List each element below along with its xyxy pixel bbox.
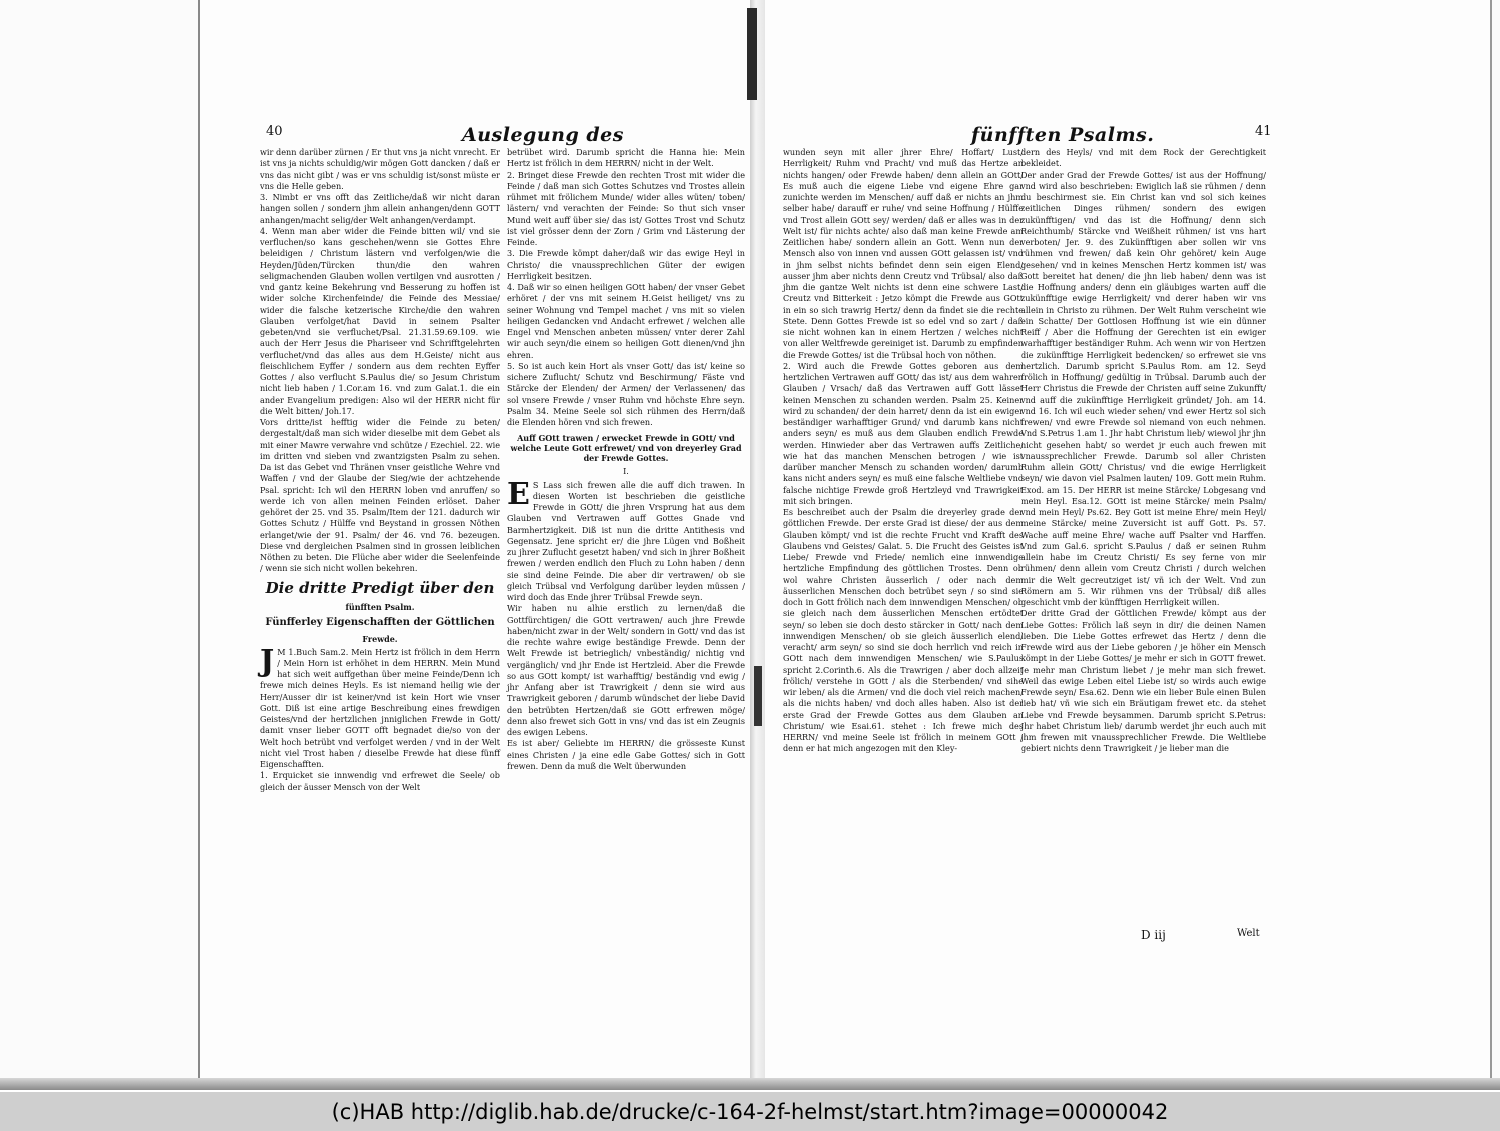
paragraph: wir denn darüber zürnen / Er thut vns ja nicht vnrecht. Er ist vns ja nichts schuldig/wir mögen Gott dancken / daß er vns das nicht gibt / was er vns schuldig ist/sonst müste er vns die Helle geben. (260, 147, 500, 191)
right-page-column-1 (783, 147, 1023, 755)
running-title-right: fünfften Psalms. (971, 124, 1155, 146)
section-subheading: Frewde. (362, 633, 398, 644)
paragraph: 3. Nimbt er vns offt das Zeitliche/daß wir nicht daran hangen sollen / sondern jhm allein anhangen/denn GOTT anhangen/macht selig/der Welt anhangen/verdampt. (260, 192, 500, 225)
paragraph: Wir haben nu alhie erstlich zu lernen/daß die Gottfürchtigen/ die GOtt vertrawen/ auch jhre Frewde haben/nicht zwar in der Welt/ sondern in Gott/ vnd das ist die rechte wahre ewige beständige Frewde. Denn der Welt Frewde ist betrieglich/ vnbeständig/ nichtig vnd vergänglich/ vnd jhr Ende ist Hertzleid. Aber die Frewde so aus GOtt kompt/ ist warhafftig/ beständig vnd ewig / jhr Anfang aber ist Trawrigkeit / denn sie wird aus Trawrigkeit geboren / darumb wündschet der liebe David den betrübten Hertzen/daß sie GOtt erfrewen möge/ denn also frewet sich Gott in vns/ vnd das ist ein Zeugnis des ewigen Lebens. (507, 603, 745, 737)
drop-cap: E (507, 476, 530, 512)
right-page (765, 0, 1492, 1082)
paragraph: 2. Wird auch die Frewde Gottes geboren aus dem hertzlichen Vertrawen auff GOtt/ das ist/ aus dem wahren Glauben / Vrsach/ daß das Vertrawen auff Gott lässet keinen Menschen zu schanden werden. Psalm 25. Keiner wird zu schanden/ der dein harret/ denn da ist ein ewiger beständiger warhafftiger Grund/ vnd darumb kans nicht anders seyn/ es muß aus dem Glauben endlich Frewde werden. Hinwieder aber das Vertrawen auffs Zeitliche/ wie hat das manchen Menschen betrogen / wie ist darüber mancher Mensch zu schanden worden/ darumb kans nicht anders seyn/ es muß eine falsche Weltliebe vnd falsche nichtige Frewde groß Hertzleyd vnd Trawrigkeit mit sich bringen. (783, 360, 1023, 506)
paragraph: Vors dritte/ist hefftig wider die Feinde zu beten/ dergestalt/daß man sich wider dieselbe mit dem Gebet als mit einer Mawre verwahre vnd schütze / Ezechiel. 22. wie im dritten vnd sieben vnd zwantzigsten Psalm zu sehen. Da ist das Gebet vnd Thränen vnser geistliche Wehre vnd Waffen / vnd der Glaube der Sieg/wie der achtzehende Psal. spricht: Ich wil den HERRN loben vnd anruffen/ so werde ich von allen meinen Feinden erlöset. Daher gehöret der 25. vnd 35. Psalm/Item der 121. dadurch wir Gottes Schutz / Hülffe vnd Beystand in grossen Nöthen erlanget/wie der 91. Psalm/ der 46. vnd 76. bezeugen. Diese vnd dergleichen Psalmen sind in grossen leiblichen Nöthen zu beten. Die Flüche aber wider die Seelenfeinde / wenn sie sich nicht wollen bekehren. (260, 417, 500, 574)
left-page-column-2 (507, 147, 745, 772)
paragraph: 2. Bringet diese Frewde den rechten Trost mit wider die Feinde / daß man sich Gottes Schutzes vnd Trostes allein rühmet mit frölichem Munde/ wider alles wüten/ toben/ lästern/ vnd verachten der Feinde: So thut sich vnser Mund weit auff über sie/ das ist/ Gottes Trost vnd Schutz ist viel grösser denn der Zorn / Grim vnd Lästerung der Feinde. (507, 169, 745, 247)
scan-clip-bottom (754, 666, 762, 726)
paragraph: Es ist aber/ Geliebte im HERRN/ die grösseste Kunst eines Christen / ja eine edle Gabe Gottes/ sich in Gott frewen. Denn da muß die Welt überwunden (507, 738, 745, 771)
paragraph: 1. Erquicket sie innwendig vnd erfrewet die Seele/ ob gleich der äusser Mensch von der Welt (260, 770, 500, 792)
signature-mark: D iij (1141, 928, 1166, 942)
scan-bottom-edge (0, 1078, 1500, 1090)
paragraph: 4. Daß wir so einen heiligen GOtt haben/ der vnser Gebet erhöret / der vns mit seinem H.Geist heiliget/ vns zu seiner Wohnung vnd Tempel machet / vns mit so vielen heiligen Gedancken vnd Andacht erfrewet / welchen alle Engel vnd Menschen anbeten müssen/ vnter derer Zahl wir auch seyn/die einem so heiligen Gott dienen/vnd jhn ehren. (507, 282, 745, 360)
paragraph: S Lass sich frewen alle die auff dich trawen. In diesen Worten ist beschrieben die geistliche Frewde in GOtt/ die jhren Vrsprung hat aus dem Glauben vnd Vertrawen auff Gottes Gnade vnd Barmhertzigkeit. Diß ist nun die dritte Antithesis vnd Gegensatz. Jene spricht er/ die jhre Lügen vnd Boßheit zu jhrer Zuflucht gesetzt haben/ vnd sich in jhrer Boßheit frewen / werden endlich den Fluch zu Lohn haben / denn sie sind deine Feinde. Die aber dir vertrawen/ ob sie gleich Trübsal vnd Verfolgung darüber leyden müssen / wird doch das Ende jhrer Trübsal Frewde seyn. (507, 479, 745, 602)
footer-text: (c)HAB http://diglib.hab.de/drucke/c-164-2f-helmst/start.htm?image=00000042 (331, 1099, 1169, 1124)
paragraph: Der dritte Grad der Göttlichen Frewde/ kömpt aus der Liebe Gottes: Frölich laß seyn in dir/ die deinen Namen lieben. Die Liebe Gottes erfrewet das Hertz / denn die Frewde wird aus der Liebe geboren / je höher ein Mensch kömpt in der Liebe Gottes/ je mehr er sich in GOTT frewet. Je mehr man Christum liebet / je mehr man sich frewet. Weil das ewige Leben eitel Liebe ist/ so wirds auch ewige Frewde seyn/ Esa.62. Denn wie ein lieber Bule einen Bulen lieb hat/ vñ wie sich ein Bräutigam frewet etc. da stehet Liebe vnd Frewde beysammen. Darumb spricht S.Petrus: Jhr habet Christum lieb/ darumb werdet jhr euch auch mit jhm frewen mit vnaussprechlicher Frewde. Die Weltliebe gebiert nichts denn Trawrigkeit / je lieber man die (1021, 608, 1266, 754)
left-page (198, 0, 752, 1082)
left-page-column-1 (260, 147, 500, 793)
paragraph: betrübet wird. Darumb spricht die Hanna hie: Mein Hertz ist frölich in dem HERRN/ nicht in der Welt. (507, 147, 745, 169)
paragraph: 5. So ist auch kein Hort als vnser Gott/ das ist/ keine so sichere Zuflucht/ Schutz vnd Beschirmung/ Fäste vnd Stärcke der Elenden/ der Armen/ der Verlassenen/ das sol vnsere Frewde / vnser Ruhm vnd höchste Ehre seyn. Psalm 34. Meine Seele sol sich rühmen des Herrn/daß die Elenden hören vnd sich frewen. (507, 360, 745, 427)
section-number: I. (623, 466, 629, 477)
section-heading: Fünfferley Eigenschafften der Göttlichen (265, 616, 495, 628)
page-number-right: 41 (1255, 124, 1272, 139)
paragraph: Der ander Grad der Frewde Gottes/ ist aus der Hoffnung/ vnd wird also beschrieben: Ewiglich laß sie rühmen / denn du beschirmest sie. Ein Christ kan vnd sol sich keines zeitlichen Dinges rühmen/ sondern des ewigen zukünfftigen/ vnd das ist die Hoffnung/ denn sich Reichthumb/ Stärcke vnd Weißheit rühmen/ ist vns hart verboten/ Jer. 9. des Zukünfftigen aber sollen wir vns rühmen vnd frewen/ daß kein Ohr gehöret/ kein Auge gesehen/ vnd in keines Menschen Hertz kommen ist/ was Gott bereitet hat denen/ die jhn lieb haben/ denn was ist die Hoffnung anders/ denn ein gläubiges warten auff die zukünfftige ewige Herrligkeit/ vnd derer haben wir vns allein in Christo zu rühmen. Der Welt Ruhm verscheint wie ein Schatte/ Der Gottlosen Hoffnung ist wie ein dünner Reiff / Aber die Hoffnung der Gerechten ist ein ewiger warhafftiger beständiger Ruhm. Ach wenn wir von Hertzen die zukünfftige Herrligkeit bedencken/ so erfrewet sie vns hertzlich. Darumb spricht S.Paulus Rom. am 12. Seyd frölich in Hoffnung/ gedültig in Trübsal. Darumb auch der Herr Christus die Frewde der Christen auff seine Zukunfft/ vnd auff die zukünfftige Herrligkeit gründet/ Joh. am 14. vnd 16. Ich wil euch wieder sehen/ vnd ewer Hertz sol sich frewen/ vnd ewre Frewde sol niemand von euch nehmen. Vnd S.Petrus 1.am 1. Jhr habt Christum lieb/ wiewol jhr jhn nicht gesehen habt/ so werdet jr euch auch frewen mit vnaussprechlicher Frewde. Darumb sol aller Christen Ruhm allein GOtt/ Christus/ vnd die ewige Herrligkeit seyn/ wie davon viel Psalmen lauten/ 109. Gott mein Ruhm. Exod. am 15. Der HERR ist meine Stärcke/ Lobgesang vnd mein Heyl. Esa.12. GOtt ist meine Stärcke/ mein Psalm/ vnd mein Heyl/ Ps.62. Bey Gott ist meine Ehre/ mein Heyl/ meine Stärcke/ meine Zuversicht ist auff Gott. Ps. 57. Wache auff meine Ehre/ wache auff Psalter vnd Harffen. Vnd zum Gal.6. spricht S.Paulus / daß er seinen Ruhm allein habe im Creutz Christi/ Es sey ferne von mir rühmen/ denn allein vom Creutz Christi / durch welchen mir die Welt gecreutziget ist/ vñ ich der Welt. Vnd zun Römern am 5. Wir rühmen vns der Trübsal/ diß alles geschicht vmb der künfftigen Herrligkeit willen. (1021, 169, 1266, 607)
paragraph: 4. Wenn man aber wider die Feinde bitten wil/ vnd sie verfluchen/so kans geschehen/wenn sie Gottes Ehre beleidigen / Christum lästern vnd verfolgen/wie die Heyden/Jüden/Türcken thun/die den wahren seligmachenden Glauben wollen vertilgen vnd ausrotten / vnd gantz keine Bekehrung vnd Besserung zu hoffen ist wider solche Kirchenfeinde/ die Feinde des Messiae/ wider die falsche ketzerische Kirche/die den wahren Glauben verfolget/hat David in seinem Psalter gebeten/vnd sie verfluchet/Psal. 21.31.59.69.109. wie auch der Herr Jesus die Phariseer vnd Schrifftgelehrten verfluchet/vnd das alles aus dem H.Geiste/ nicht aus fleischlichem Eyffer / sondern aus dem rechten Eyffer Gottes / also verflucht S.Paulus die/ so Jesum Christum nicht lieb haben / 1.Cor.am 16. vnd zum Galat.1. die ein ander Evangelium predigen: Also wil der HERR nicht für die Welt bitten/ Joh.17. (260, 225, 500, 416)
sermon-subheading: fünfften Psalm. (345, 601, 415, 612)
paragraph: M 1.Buch Sam.2. Mein Hertz ist frölich in dem Herrn / Mein Horn ist erhöhet in dem HERRN. Mein Mund hat sich weit auffgethan über meine Feinde/Denn ich frewe mich deines Heyls. Es ist niemand heilig wie der Herr/Ausser dir ist keiner/vnd ist kein Hort wie vnser Gott. Diß ist eine artige Beschreibung eines frewdigen Geistes/vnd der hertzlichen jnniglichen Frewde in Gott/ damit vnser lieber GOTT offt begnadet die/so von der Welt hoch betrübt vnd verfolget werden / vnd in der Welt nicht viel Trost haben / dieselbe Frewde hat diese fünff Eigenschafften. (260, 646, 500, 769)
copyright-footer (0, 1092, 1500, 1131)
page-number-left: 40 (266, 124, 283, 139)
scan-clip-top (747, 8, 757, 100)
book-gutter (750, 0, 765, 1082)
running-title-left: Auslegung des (462, 124, 624, 146)
sermon-heading: Die dritte Predigt über den (265, 578, 495, 597)
right-page-column-2 (1021, 147, 1266, 755)
paragraph: Es beschreibet auch der Psalm die dreyerley grade der göttlichen Frewde. Der erste Grad ist diese/ der aus dem Glauben kömpt/ vnd ist die rechte Frucht vnd Krafft des Glaubens vnd Geistes/ Galat. 5. Die Frucht des Geistes ist Liebe/ Frewde vnd Friede/ nemlich eine innwendige hertzliche Empfindung des göttlichen Trostes. Denn ob wol wahre Christen äusserlich / oder nach dem äusserlichen Menschen doch betrübet seyn / so sind sie doch in Gott frölich nach dem innwendigen Menschen/ ob sie gleich nach dem äusserlichen Menschen ertödtet seyn/ so leben sie doch desto stärcker in Gott/ nach dem innwendigen Menschen/ ob sie gleich äusserlich elend/ veracht/ arm seyn/ so sind sie doch herrlich vnd reich in GOtt nach dem innwendigen Menschen/ wie S.Paulus spricht 2.Corinth.6. Als die Trawrigen / aber doch allzeit frölich/ verstehe in GOtt / als die Sterbenden/ vnd sihe wir leben/ als die Armen/ vnd die doch viel reich machen/ als die nichts haben/ vnd doch alles haben. Also ist der erste Grad der Frewde Gottes aus dem Glauben an Christum/ wie Esai.61. stehet : Ich frewe mich des HERRN/ vnd meine Seele ist frölich in meinem GOtt / denn er hat mich angezogen mit den Kley- (783, 507, 1023, 754)
section-heading: Auff GOtt trawen / erwecket Frewde in GOtt/ vnd welche Leute Gott erfrewet/ vnd von dreyerley Grad der Frewde Gottes. (510, 433, 742, 464)
paragraph: 3. Die Frewde kömpt daher/daß wir das ewige Heyl in Christo/ die vnaussprechlichen Güter der ewigen Herrligkeit besitzen. (507, 248, 745, 281)
drop-cap: J (260, 643, 275, 679)
paragraph: dern des Heyls/ vnd mit dem Rock der Gerechtigkeit bekleidet. (1021, 147, 1266, 169)
catchword: Welt (1237, 928, 1260, 939)
paragraph: wunden seyn mit aller jhrer Ehre/ Hoffart/ Lust/ Herrligkeit/ Ruhm vnd Pracht/ vnd muß das Hertze an nichts hangen/ oder Frewde haben/ denn allein an GOtt/ Es muß auch die eigene Liebe vnd eigene Ehre gar zunichte werden im Menschen/ auff daß er nichts an jhm selber habe/ darauff er ruhe/ vnd seine Hoffnung / Hülffe vnd Trost allein GOtt sey/ werden/ daß er alles was in der Welt ist/ für nichts achte/ also daß man keine Frewde am Zeitlichen habe/ sondern allein an Gott. Wenn nun der Mensch also von innen vnd aussen GOtt gelassen ist/ vnd in jhm selbst nichts befindet denn sein eigen Elend/ ausser jhm aber nichts denn Creutz vnd Trübsal/ also daß jhm die gantze Welt nichts ist denn eine schwere Last/ Creutz vnd Bitterkeit : Jetzo kömpt die Frewde aus GOtt in ein so sich trawrig Hertz/ denn da findet sie die rechte Stete. Denn Gottes Frewde ist so edel vnd so zart / daß sie nicht wohnen kan in einem Hertzen / welches nicht von aller Weltfrewde gereiniget ist. Darumb zu empfinden die Frewde Gottes/ ist die Trübsal hoch von nöthen. (783, 147, 1023, 360)
